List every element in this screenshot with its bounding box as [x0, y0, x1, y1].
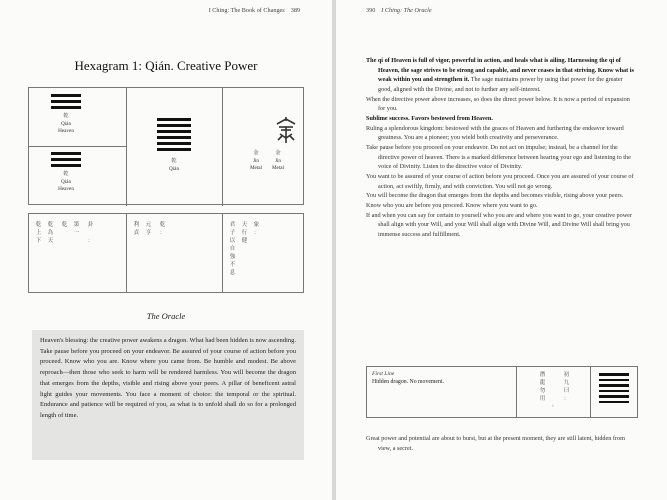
cjk-column: 乾 — [159, 222, 166, 228]
paragraph: Great power and potential are about to burst, but at the present moment, they are still latent, hidden from view, a secret. — [366, 435, 625, 452]
paragraph — [366, 172, 638, 191]
hexagram-cell — [127, 88, 223, 206]
hexagram-icon — [599, 373, 629, 403]
upper-trigram-icon — [51, 94, 81, 112]
cjk-column: ： — [563, 396, 570, 402]
hexagram-icon — [157, 118, 191, 154]
paragraph-bold: The qi of Heaven is full of vigor, powerful in action, and heals what is ailing. Harnessing the qi of Heaven, the sage strives to be strong and capable, and never ceases in that striving. Know what is weak within you and strengthen it. — [366, 57, 634, 84]
running-head-left — [209, 7, 300, 14]
hexagram-label: 乾 Qián — [168, 158, 180, 172]
paragraph — [366, 56, 638, 95]
hexagram-table — [28, 87, 304, 205]
paragraph-text: When the directive power above increases, so does the direct power below. It is now a period of expansion for you. — [366, 95, 630, 113]
oracle-box — [32, 330, 304, 460]
running-head-title: I Ching: The Book of Changes — [208, 7, 285, 14]
left-page — [0, 0, 332, 500]
cjk-column: 象 — [253, 222, 260, 228]
classical-text-col-1 — [29, 214, 127, 292]
commentary-text — [366, 56, 638, 239]
element-left-label: 金 Jin Metal — [249, 150, 263, 171]
paragraph-text: You want to be assured of your course of action before you proceed. Once you are assured of your course of action, act swiftly, firmly, and with conviction. You will not go wrong. — [366, 172, 634, 190]
cjk-column: 乾為天 — [47, 222, 54, 244]
paragraph — [366, 95, 638, 114]
first-line-classical-cell — [517, 367, 591, 417]
oracle-text: Heaven's blessing: the creative power awakens a dragon. What had been hidden is now ascending. Take pause before you proceed on your endeavor. Be assured of your course of action before you proceed. Know who you are. Know where you came from. Be humble and modest. Be above reproach—then those who seek to harm will be rendered harmless. You will become the dragon that emerges from the depths, visible and rising above your peers. A pillar of beneficent astral light guides your movements. You face a moment of choice: the temporal or the spiritual. Endurance and patience will be required of you, as what is to unfold shall do so for a prolonged length of time. — [40, 337, 296, 419]
cjk-column: 乾上下 — [35, 222, 42, 244]
paragraph — [366, 191, 638, 201]
cjk-column: 初九曰 — [563, 372, 570, 394]
classical-text-table — [28, 213, 304, 293]
element-right-label: 金 Jin Metal — [271, 150, 285, 171]
cjk-column: 天行健 — [241, 222, 248, 244]
paragraph — [366, 124, 638, 143]
element-cell — [223, 88, 304, 206]
first-line-text: Hidden dragon. No movement. — [372, 379, 444, 385]
lower-trigram-cell — [29, 147, 127, 206]
cjk-column: 利貞 — [133, 222, 140, 236]
cjk-column: 第一 — [73, 222, 80, 236]
paragraph-text: Ruling a splendorous kingdom: bestowed with the graces of Heaven and furthering the endeavor toward greatness. You are a pioneer; you wield both creativity and perseverance. — [366, 124, 624, 142]
paragraph — [366, 211, 638, 240]
cjk-column: 乾 — [61, 222, 68, 228]
first-line-table — [366, 366, 638, 418]
lower-trigram-icon — [51, 152, 81, 170]
classical-text-col-3 — [223, 214, 304, 292]
running-head-title: I Ching: The Oracle — [381, 7, 432, 14]
cjk-column: 君子以自強不息 — [229, 222, 236, 276]
running-head-right — [366, 7, 432, 14]
cjk-column: ： — [87, 238, 94, 244]
page-number-left: 389 — [290, 7, 300, 14]
page-number-right: 390 — [366, 7, 376, 14]
paragraph-text: You will become the dragon that emerges from the depths and becomes visible, rising above your peers. — [366, 192, 624, 200]
paragraph — [366, 143, 638, 172]
closing-text — [366, 434, 638, 453]
paragraph — [366, 114, 638, 124]
cjk-column: 潛龍勿用 — [539, 372, 546, 402]
paragraph-text: If and when you can say for certain to yourself who you are and where you want to go, your creative power shall align with your Will, and your Will shall align with Divine Will, and Divine Will shall bring you immense success and fulfillment. — [366, 211, 632, 238]
classical-text-col-2 — [127, 214, 223, 292]
seal-script-icon — [274, 116, 298, 142]
right-page — [336, 0, 667, 500]
cjk-column: 元亨 — [145, 222, 152, 236]
first-line-label: First Line — [372, 371, 395, 377]
cjk-column: ： — [159, 230, 166, 236]
first-line-hexagram-cell — [591, 367, 637, 417]
upper-trigram-label: 乾 Qián Heaven — [58, 113, 74, 134]
first-line-cell — [367, 367, 517, 417]
paragraph-text: The sage maintains power by using that power for the greater good, aligned with the Divine, and not to further any self-interest. — [378, 76, 623, 93]
upper-trigram-cell — [29, 88, 127, 147]
paragraph — [366, 201, 638, 211]
hexagram-title: Hexagram 1: Qián. Creative Power — [74, 58, 258, 73]
paragraph-text: Know who you are before you proceed. Know where you want to go. — [366, 201, 538, 209]
paragraph-bold: Sublime success. Favors bestowed from Heaven. — [366, 114, 493, 122]
cjk-column: ： — [253, 230, 260, 236]
lower-trigram-label: 乾 Qián Heaven — [58, 171, 74, 192]
paragraph-text: Take pause before you proceed on your endeavor. Do not act on impulse; instead, be a channel for the directive power of heaven. There is a marked difference between hearing your ego and listening to the voice of Divinity. Listen to the directive voice of Divinity. — [366, 143, 631, 171]
oracle-title: The Oracle — [146, 311, 186, 321]
cjk-column: 卦 — [87, 222, 94, 228]
cjk-column: 。 — [551, 402, 558, 408]
